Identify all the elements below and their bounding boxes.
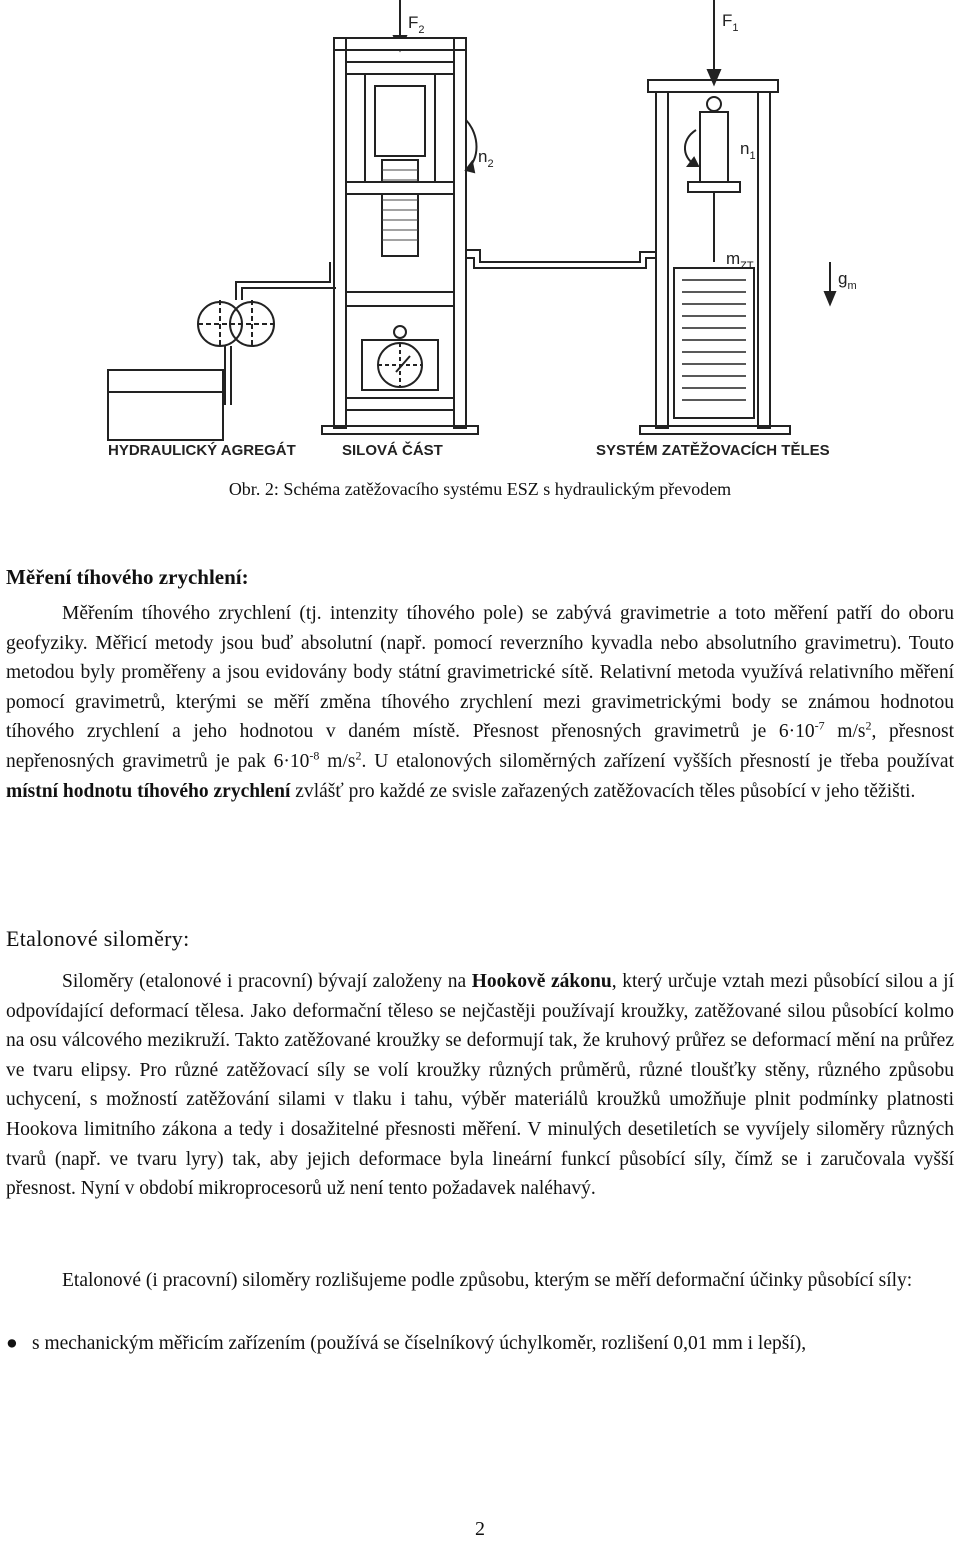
crosshead [346,292,454,306]
right-frame-left-column [656,92,668,428]
figure-caption: Obr. 2: Schéma zatěžovacího systému ESZ s hydraulickým převodem [228,479,732,499]
paragraph-gravity: Měřením tíhového zrychlení (tj. intenzity tíhového pole) se zabývá gravimetrie a toto měření patří do oboru geofyziky. Měřicí metody jsou buď absolutní (např. pomocí reverzního kyvadla nebo absolutního gravimetru). Touto metodou byly proměřeny a jsou evidovány body státní gravimetrické sítě. Relativní metoda využívá relativního měření pomocí gravimetrů, kterými se měří změna tíhového zrychlení mezi gravimetrickými body se známou hodnotou tíhového zrychlení a jeho hodnotou v daném místě. Přesnost přenosných gravimetrů je $6\cdot 10^{-7}$ $m/s^2$, přesnost nepřenosných gravimetrů je pak $6\cdot 10^{-8}$ $m/s^2$. U etalonových siloměrných zařízení vyšších přesností je třeba používat místní hodnotu tíhového zrychlení zvlášť pro každé ze svisle zařazených zatěžovacích těles působící v jeho těžišti. [6,603,954,802]
symbol-n2: $n_2$ [478,147,494,170]
paragraph-hooke: Siloměry (etalonové i pracovní) bývají založeny na Hookově zákonu, který určuje vztah mezi působící silou a jí odpovídající deformací tělesa. Jako deformační těleso se nejčastěji používají kroužky, zatěžované silou působící kolmo na osu válcového mezikruží. Takto zatěžované kroužky se deformují tak, že kruhový průřez se deformací mění na průřez ve tvaru elipsy. Pro různé zatěžovací síly se volí kroužky různých průměrů, různé tloušťky stěny, různého způsobu uchycení, s možností zatěžování silami v tlaku i tahu, výběr materiálů kroužků umožňuje plnit podmínky platnosti Hookova limitního zákona a tedy i dosažitelné přesnosti měření. V minulých desetiletích se vyvíjely siloměry různých tvarů (např. ve tvaru lyry) tak, aby jejich deformace byla lineární funkcí působící síly, čímž se i zaručovala vyšší přesnost. Nyní v období mikroprocesorů už není tento požadavek naléhavý. [6,971,954,1200]
frame-right-column [454,38,466,428]
symbol-f2: $F_2$ [408,13,425,36]
oil-tank [108,370,223,440]
paragraph-classification: Etalonové (i pracovní) siloměry rozlišujeme podle způsobu, kterým se měří deformační účinky působící síly: [62,1270,913,1291]
symbol-f1: $F_1$ [722,11,739,34]
load-system-schematic [100,0,860,470]
upper-pin [394,326,406,338]
right-frame-right-column [758,92,770,428]
section-heading-gravity: Měření tíhového zrychlení: [6,565,249,589]
piston [382,160,418,256]
symbol-gm: $g_m$ [838,269,857,292]
bullet-icon: ● [6,1333,18,1354]
page-number: 2 [475,1518,485,1540]
mass-stack [674,268,754,418]
tension-dynamometer [700,112,728,182]
schematic-figure [100,0,860,470]
frame-left-column [334,38,346,428]
symbol-mzt: $m_{ZT}$ [726,249,754,272]
section-heading-dynamometers: Etalonové siloměry: [6,926,190,951]
list-item: ● s mechanickým měřicím zařízením (používá se číselníkový úchylkoměr, rozlišení 0,01 mm i lepší), [6,1329,954,1359]
symbol-n1: $n_1$ [740,139,756,162]
label-force-part: SILOVÁ ČÁST [342,442,443,459]
label-loading-masses: SYSTÉM ZATĚŽOVACÍCH TĚLES [596,442,830,459]
label-hydraulic-aggregate: HYDRAULICKÝ AGREGÁT [108,442,296,459]
